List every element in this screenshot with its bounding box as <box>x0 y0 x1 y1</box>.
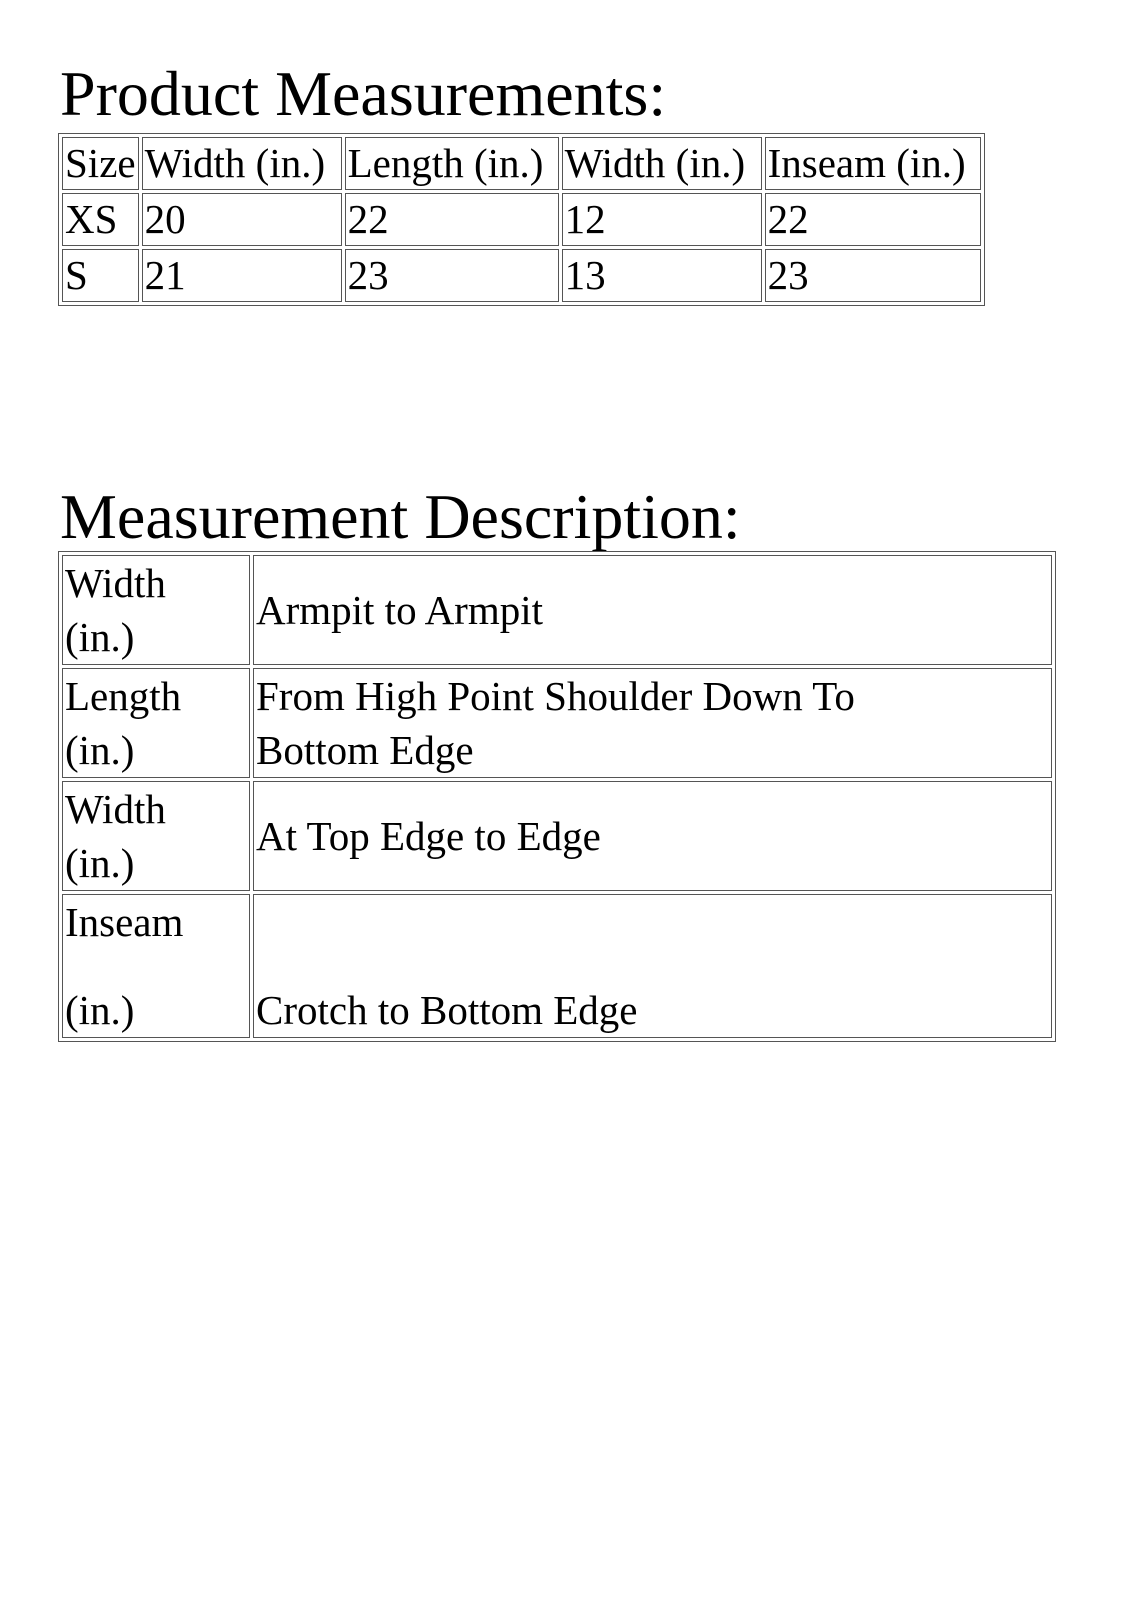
table-cell: 20 <box>142 193 342 246</box>
table-row <box>62 894 1052 1038</box>
term-cell <box>62 781 250 891</box>
header-cell-size: Size <box>62 137 139 190</box>
table-row <box>62 193 981 246</box>
table-row <box>62 555 1052 665</box>
table-row <box>62 668 1052 778</box>
term-cell <box>62 555 250 665</box>
description-cell: At Top Edge to Edge <box>253 781 1052 891</box>
description-cell: Armpit to Armpit <box>253 555 1052 665</box>
header-cell-length: Length (in.) <box>345 137 559 190</box>
measurement-description-table <box>58 551 1056 1042</box>
table-cell: 22 <box>345 193 559 246</box>
table-row <box>62 249 981 302</box>
product-measurements-heading: Product Measurements: <box>60 58 667 129</box>
term-text: Inseam <box>65 899 184 945</box>
term-unit: (in.) <box>65 987 135 1033</box>
term-unit: (in.) <box>65 614 135 660</box>
description-cell: Crotch to Bottom Edge <box>253 894 1052 1038</box>
table-cell: XS <box>62 193 139 246</box>
header-cell-width: Width (in.) <box>142 137 342 190</box>
table-cell: 22 <box>765 193 981 246</box>
table-cell: S <box>62 249 139 302</box>
term-unit: (in.) <box>65 840 135 886</box>
term-text: Length <box>65 673 182 719</box>
table-cell: 23 <box>345 249 559 302</box>
term-text: Width <box>65 786 166 832</box>
table-row <box>62 781 1052 891</box>
table-header-row <box>62 137 981 190</box>
table-cell: 13 <box>562 249 762 302</box>
measurement-description-heading: Measurement Description: <box>60 481 741 552</box>
table-cell: 12 <box>562 193 762 246</box>
header-cell-inseam: Inseam (in.) <box>765 137 981 190</box>
term-cell <box>62 668 250 778</box>
product-measurements-table <box>58 133 985 306</box>
header-cell-width-2: Width (in.) <box>562 137 762 190</box>
description-line: From High Point Shoulder Down To <box>256 673 855 719</box>
description-cell <box>253 668 1052 778</box>
term-text: Width <box>65 560 166 606</box>
term-cell <box>62 894 250 1038</box>
description-line: Bottom Edge <box>256 727 474 773</box>
table-cell: 23 <box>765 249 981 302</box>
term-unit: (in.) <box>65 727 135 773</box>
table-cell: 21 <box>142 249 342 302</box>
